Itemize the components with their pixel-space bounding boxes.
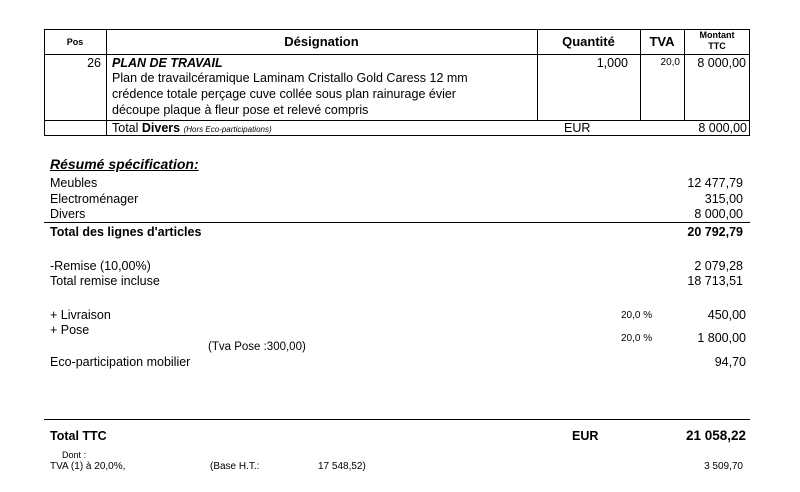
total-remise-label: Total remise incluse [50, 274, 160, 288]
livraison-tva: 20,0 % [621, 310, 653, 321]
pose-amount: 1 800,00 [697, 331, 746, 345]
total-divers-currency: EUR [564, 121, 591, 135]
pose-note: (Tva Pose :300,00) [208, 341, 306, 353]
totals-divider [44, 419, 750, 420]
total-ttc-currency: EUR [572, 429, 599, 443]
base-amount: 17 548,52) [318, 461, 366, 472]
header-montant-line1: Montant [699, 30, 735, 40]
row-desc-line-1: Plan de travailcéramique Laminam Cristallo Gold Caress 12 mm [112, 71, 468, 85]
tva-amount: 3 509,70 [704, 461, 743, 472]
row-pos: 26 [87, 56, 101, 70]
tva-label: TVA (1) à 20,0%, [50, 461, 126, 472]
remise-label: -Remise (10,00%) [50, 259, 151, 273]
row-montant: 8 000,00 [697, 56, 746, 70]
header-montant [684, 30, 750, 52]
row-desc-line-2: crédence totale perçage cuve collée sous plan rainurage évier [112, 87, 456, 101]
header-montant-line2: TTC [708, 41, 726, 51]
total-ttc-amount: 21 058,22 [685, 428, 746, 443]
header-quantite: Quantité [562, 34, 615, 49]
table-bottom-border [44, 135, 750, 136]
header-pos: Pos [66, 37, 84, 47]
resume-item-electromenager-amount: 315,00 [704, 192, 743, 206]
pose-label: + Pose [50, 323, 90, 337]
row-tva: 20,0 [660, 57, 680, 68]
eco-label: Eco-participation mobilier [50, 355, 191, 369]
total-divers-amount: 8 000,00 [698, 121, 747, 135]
livraison-amount: 450,00 [707, 308, 746, 322]
total-lines-label: Total des lignes d'articles [50, 225, 202, 239]
remise-amount: 2 079,28 [694, 259, 743, 273]
row-title: PLAN DE TRAVAIL [112, 56, 223, 70]
resume-heading: Résumé spécification: [50, 156, 199, 172]
pose-tva: 20,0 % [621, 333, 653, 344]
livraison-label: + Livraison [50, 308, 111, 322]
total-lines-amount: 20 792,79 [687, 225, 743, 239]
row-quantite: 1,000 [596, 56, 628, 70]
resume-item-divers-label: Divers [50, 207, 86, 221]
total-ttc-label: Total TTC [50, 429, 107, 443]
header-tva: TVA [649, 34, 675, 49]
base-label: (Base H.T.: [210, 461, 260, 472]
total-divers-prefix: Total [112, 121, 142, 135]
table-header-border [44, 54, 750, 55]
table-top-border [44, 29, 750, 30]
resume-item-meubles-label: Meubles [50, 176, 98, 190]
header-designation: Désignation [284, 34, 359, 49]
resume-item-meubles-amount: 12 477,79 [687, 176, 743, 190]
resume-divider [44, 222, 750, 223]
resume-item-electromenager-label: Electroménager [50, 192, 139, 206]
total-divers-category: Divers [141, 121, 181, 135]
articles-table [44, 29, 750, 136]
total-divers-note: (Hors Eco-participations) [183, 125, 272, 134]
row-desc-line-3: découpe plaque à fleur pose et relevé compris [112, 103, 369, 117]
resume-item-divers-amount: 8 000,00 [694, 207, 743, 221]
dont-label: Dont : [62, 450, 87, 460]
total-divers-label [112, 121, 272, 135]
eco-amount: 94,70 [714, 355, 746, 369]
total-remise-amount: 18 713,51 [687, 274, 743, 288]
